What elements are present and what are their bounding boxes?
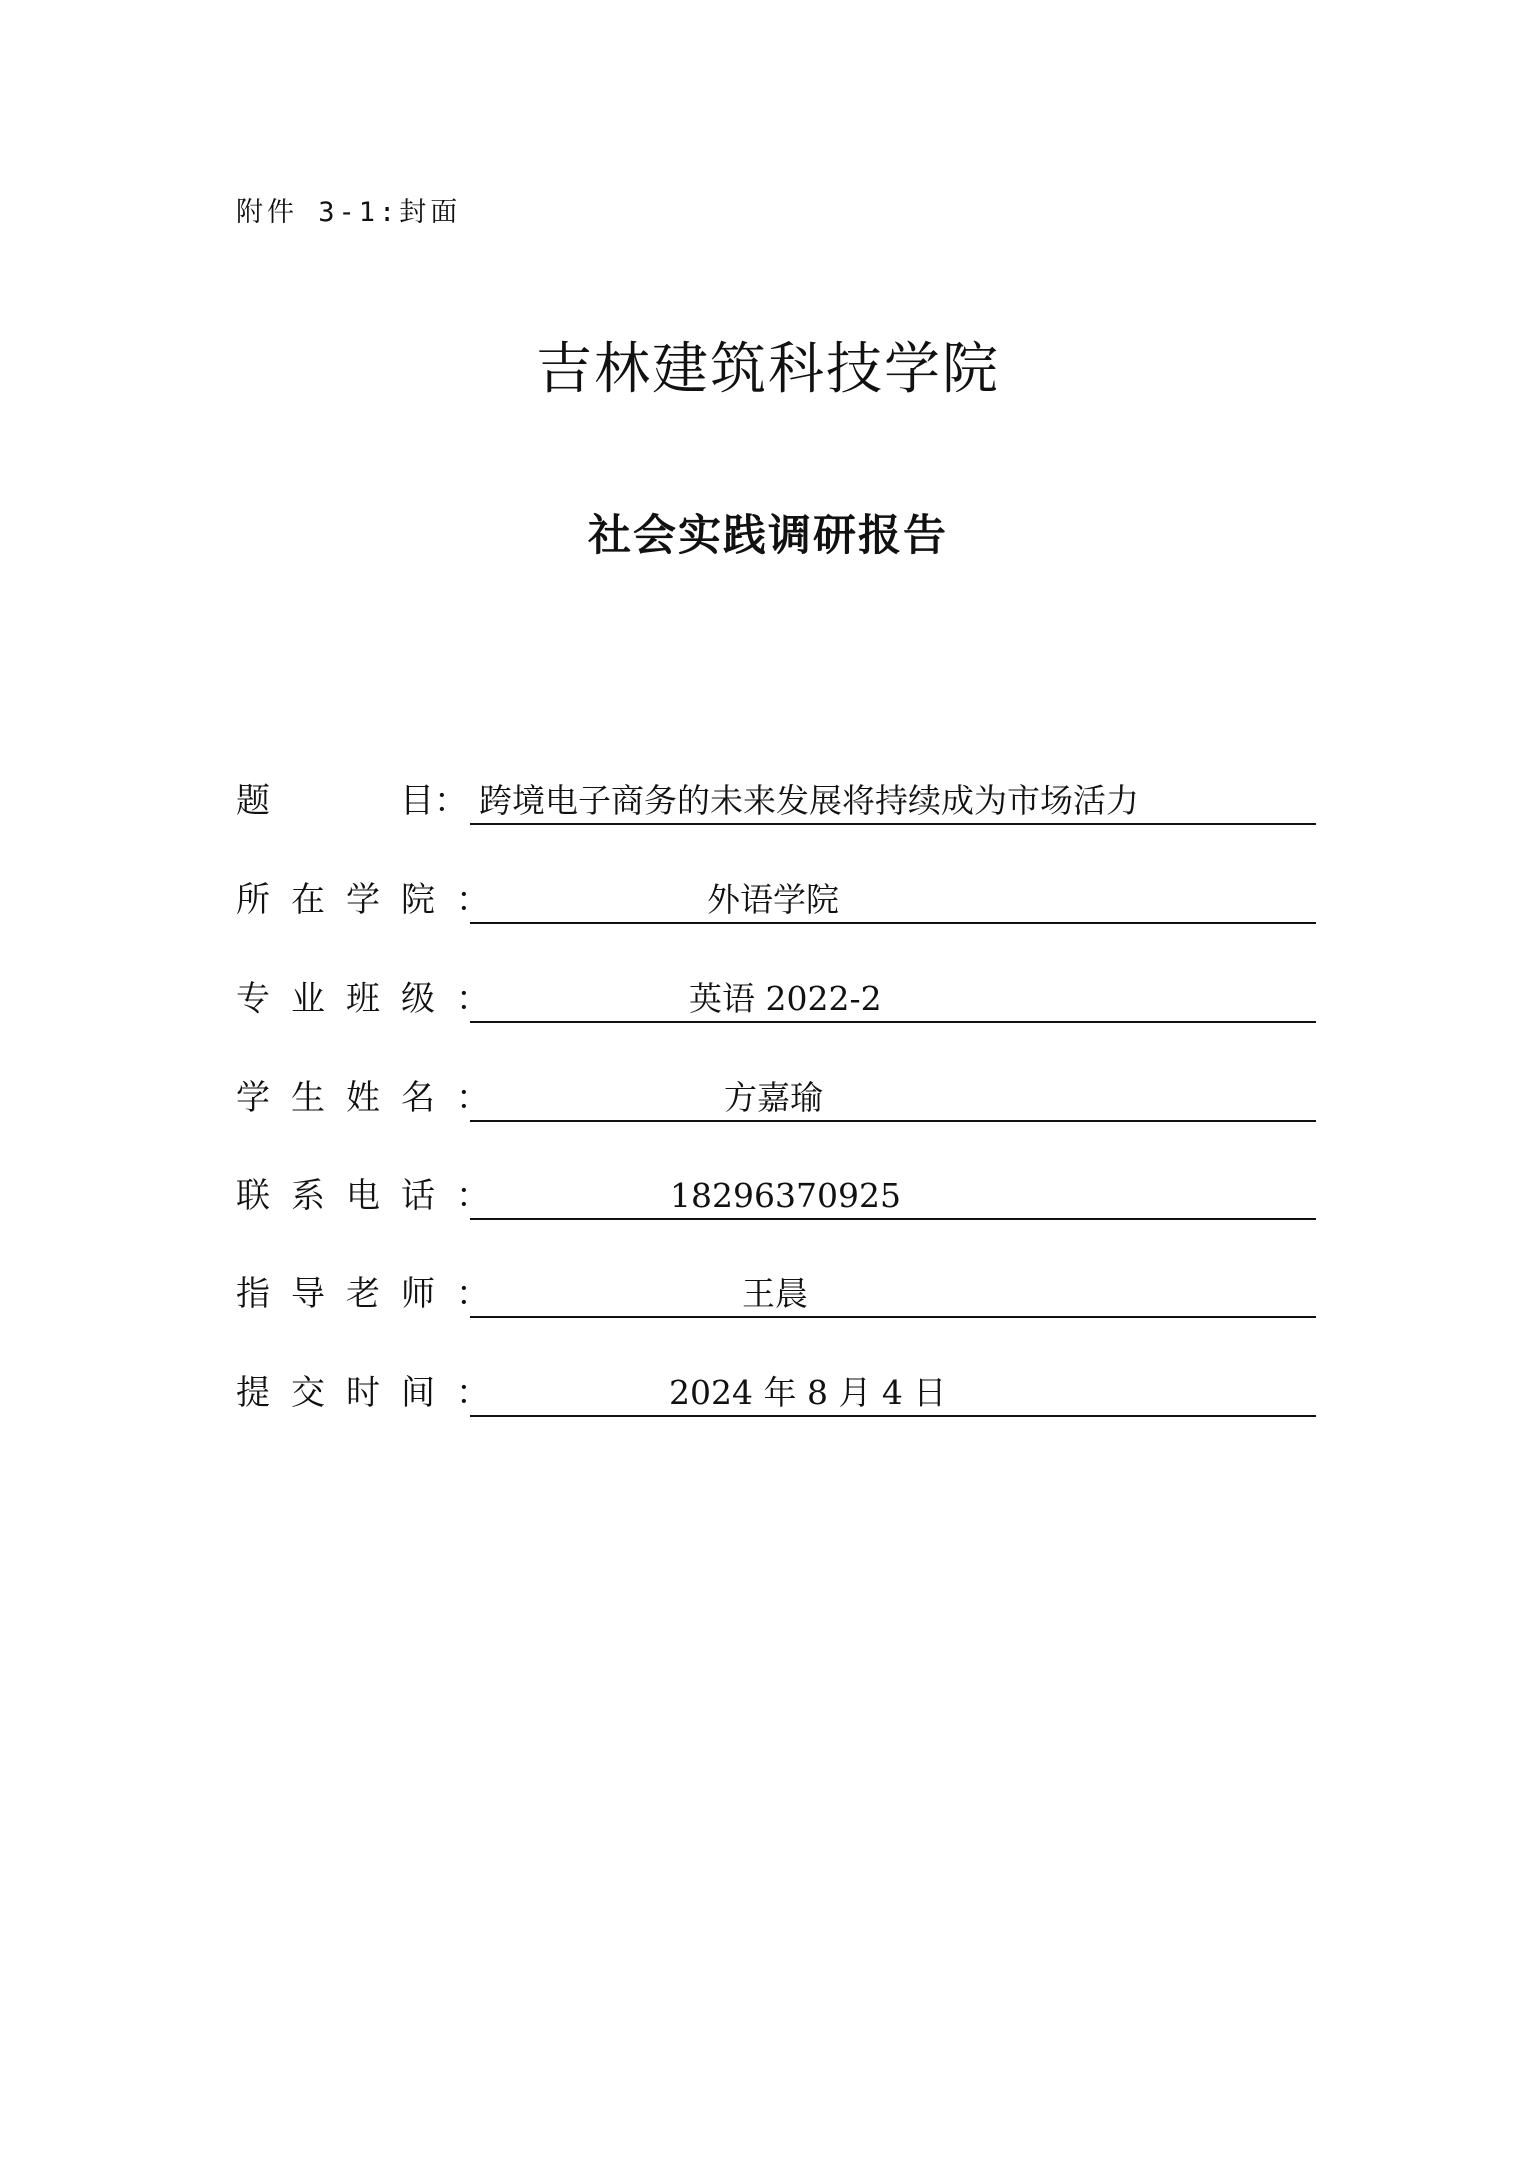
report-title: 社会实践调研报告 <box>588 511 948 561</box>
field-college <box>236 876 1316 924</box>
field-topic <box>236 777 1316 825</box>
student-name-underline <box>470 1074 1316 1122</box>
school-name: 吉林建筑科技学院 <box>536 337 1000 402</box>
submit-date-value: 2024 年 8 月 4 日 <box>669 1373 947 1412</box>
attachment-label: 附件 3-1:封面 <box>236 197 462 228</box>
major-class-value: 英语 2022-2 <box>689 979 882 1018</box>
submit-date-label: 提交时间： <box>236 1373 511 1413</box>
advisor-label: 指导老师： <box>236 1274 511 1314</box>
field-student-name <box>236 1074 1316 1122</box>
college-value: 外语学院 <box>707 880 839 919</box>
major-class-label: 专业班级： <box>236 979 511 1019</box>
topic-label-first: 题 <box>236 781 270 821</box>
topic-value: 跨境电子商务的未来发展将持续成为市场活力 <box>479 781 1139 820</box>
field-phone <box>236 1172 1316 1220</box>
phone-value: 18296370925 <box>670 1176 901 1215</box>
field-advisor <box>236 1270 1316 1318</box>
college-underline <box>470 876 1316 924</box>
college-label: 所在学院： <box>236 880 511 920</box>
student-name-label: 学生姓名： <box>236 1078 511 1118</box>
field-major-class <box>236 975 1316 1023</box>
student-name-value: 方嘉瑜 <box>724 1078 823 1117</box>
phone-label: 联系电话： <box>236 1176 511 1216</box>
advisor-underline <box>470 1270 1316 1318</box>
advisor-value: 王晨 <box>742 1274 808 1313</box>
major-class-underline <box>470 975 1316 1023</box>
field-submit-date <box>236 1369 1316 1417</box>
topic-label-second: 目： <box>400 781 468 821</box>
